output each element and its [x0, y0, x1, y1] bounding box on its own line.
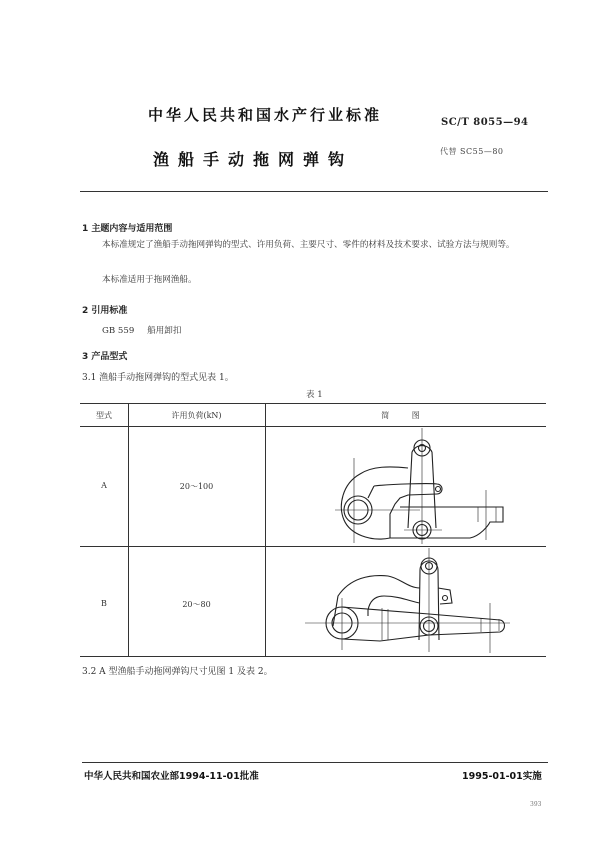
table-header-diagram: 简 图: [381, 411, 430, 420]
table-header-rule: [80, 426, 546, 427]
table-1: [80, 403, 546, 657]
section-1-heading: 1 主题内容与适用范围: [82, 224, 173, 234]
subsection-3-1: 3.1 渔船手动拖网弹钩的型式见表 1。: [82, 373, 234, 383]
reference-title: 船用卸扣: [147, 326, 182, 336]
page-number: 393: [530, 801, 542, 808]
approval-statement: 中华人民共和国农业部1994-11-01批准: [84, 771, 259, 782]
section-2-heading: 2 引用标准: [82, 306, 128, 316]
section-1-paragraph-1: 本标准规定了渔船手动拖网弹钩的型式、许用负荷、主要尺寸、零件的材料及技术要求、试验方法与规则等。: [102, 240, 515, 250]
table-row-b-type: B: [101, 599, 107, 608]
table-row-a-type: A: [101, 481, 107, 490]
implementation-date: 1995-01-01实施: [462, 771, 542, 782]
table-row-a-load: 20～100: [179, 482, 214, 491]
table-row-b-load: 20～80: [182, 600, 211, 609]
table-top-rule: [80, 403, 546, 404]
hook-type-a-drawing: [300, 428, 530, 546]
table-header-type: 型式: [96, 411, 112, 420]
standard-code: SC/T 8055—94: [441, 117, 529, 128]
reference-standard: [102, 325, 191, 338]
footer-rule: [82, 762, 548, 763]
section-1-paragraph-2: 本标准适用于拖网渔船。: [102, 275, 197, 285]
replaces-standard: 代替 SC55—80: [440, 147, 504, 156]
document-title: 渔船手动拖网弹钩: [153, 150, 354, 169]
table-caption: 表 1: [306, 390, 323, 400]
standard-organization: 中华人民共和国水产行业标准: [148, 106, 383, 124]
hook-type-b-drawing: [300, 548, 532, 654]
table-column-divider: [265, 403, 266, 657]
table-header-load: 许用负荷(kN): [171, 411, 222, 420]
table-column-divider: [128, 403, 129, 657]
table-bottom-rule: [80, 656, 546, 657]
table-row-divider: [80, 546, 546, 547]
section-3-heading: 3 产品型式: [82, 352, 128, 362]
reference-code: GB 559: [102, 326, 135, 336]
subsection-3-2: 3.2 A 型渔船手动拖网弹钩尺寸见图 1 及表 2。: [82, 667, 273, 677]
header-rule: [80, 191, 548, 192]
